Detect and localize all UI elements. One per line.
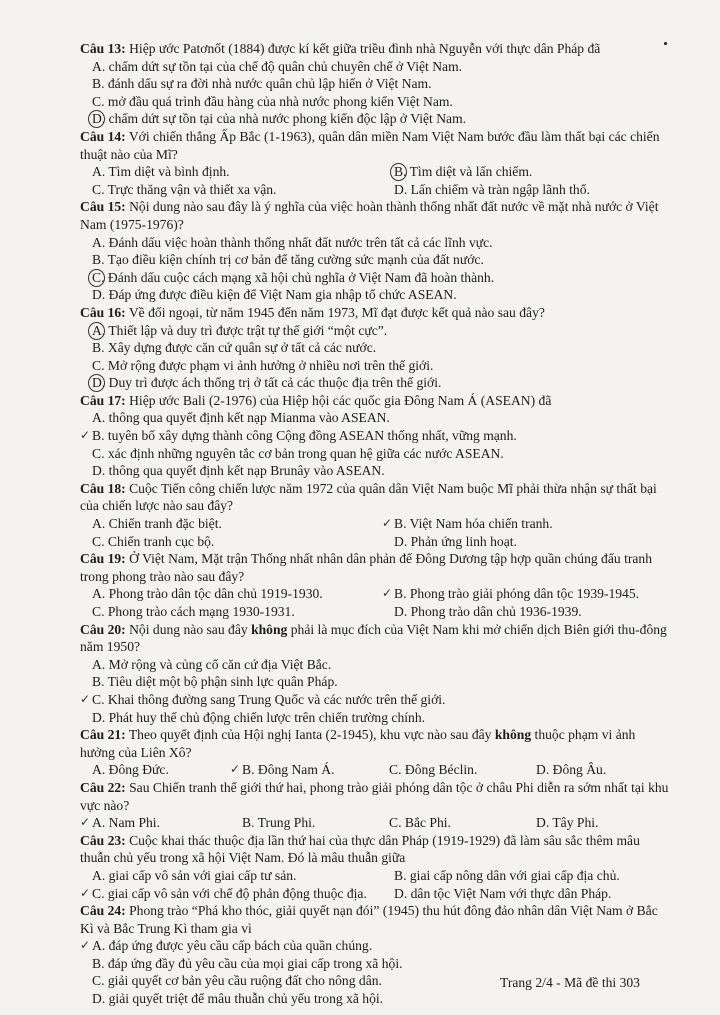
question-block [80,198,670,304]
question-number: Câu 18: [80,480,126,496]
answer-option [80,814,230,832]
question-stem [80,779,670,814]
options-row [80,533,670,551]
option-letter: C. [92,533,105,549]
question-number: Câu 21: [80,727,126,743]
option-text: Phản ứng linh hoạt. [410,533,517,549]
options-grid [80,814,670,832]
option-letter: D. [394,533,408,549]
question-number: Câu 16: [80,304,126,320]
answer-option [80,603,382,621]
question-number: Câu 13: [80,41,126,56]
option-letter: C. [92,445,105,461]
question-block [80,480,670,550]
option-text: Mở rộng và củng cố căn cứ địa Việt Bắc. [108,656,332,672]
page-footer: Trang 2/4 - Mã đề thi 303 [500,975,640,990]
option-text: Đánh dấu việc hoàn thành thống nhất đất nước trên tất cả các lĩnh vực. [108,234,493,250]
option-text: Phong trào dân tộc dân chủ 1919-1930. [108,586,323,602]
option-text: Thiết lập và duy trì được trật tự thế giới “một cực”. [108,322,388,338]
answer-option [80,234,670,252]
question-number: Câu 20: [80,621,126,637]
question-text: Sau Chiến tranh thế giới thứ hai, phong trào giải phóng dân tộc ở châu Phi diễn ra sớm nhất tại khu vực nào? [80,779,669,813]
question-stem [80,550,670,585]
answer-option [80,990,670,1008]
option-letter: ✓ B. [242,762,254,777]
question-block [80,779,670,832]
option-letter: B. [92,252,105,268]
option-text: mở đầu quá trình đầu hàng của nhà nước phong kiến Việt Nam. [107,93,453,109]
question-text: Với chiến thắng Ấp Bắc (1-1963), quân dân miền Nam Việt Nam bước đầu làm thất bại các chiến thuật nào của Mĩ? [80,128,660,162]
option-letter: D. [92,463,106,479]
options-row [80,885,670,903]
answer-option [382,885,674,903]
answer-option [382,867,674,885]
answer-option [80,357,670,375]
option-text: đáp ứng đầy đủ yêu cầu của mọi giai cấp trong xã hội. [107,955,403,971]
question-stem [80,621,670,656]
option-text: Đông Đức. [108,762,169,778]
answer-option [80,322,670,340]
option-text: đáp ứng được yêu cầu cấp bách của quần chúng. [108,938,373,954]
option-text: Xây dựng được căn cứ quân sự ở tất cả các nước. [107,340,377,356]
option-text: giải quyết triệt để mâu thuẫn chủ yếu trong xã hội. [108,991,384,1007]
options-grid [80,515,670,550]
option-letter: D. [394,885,408,901]
answer-option [80,181,382,199]
option-letter: A. [92,762,106,778]
option-letter: A. [92,586,106,602]
option-text: Khai thông đường sang Trung Quốc và các nước trên thế giới. [107,691,446,707]
option-text: giai cấp vô sản với chế độ phản động thuộc địa. [107,885,367,901]
option-text: xác định những nguyên tắc cơ bản trong quan hệ giữa các nước ASEAN. [107,445,504,461]
option-letter: A. [92,410,106,426]
option-text: dân tộc Việt Nam với thực dân Pháp. [410,885,612,901]
answer-option [80,93,670,111]
answer-option [377,761,524,779]
answer-option [80,937,670,955]
question-block [80,304,670,392]
options-grid [80,761,670,779]
question-block [80,550,670,620]
answer-option [80,709,670,727]
question-text: Nội dung nào sau đây không phải là mục đích của Việt Nam khi mở chiến dịch Biên giới thu-đông năm 1950? [80,621,667,655]
option-letter: ✓ C. [92,692,104,707]
question-block [80,40,670,128]
question-stem [80,198,670,233]
answer-option [524,761,671,779]
question-number: Câu 22: [80,779,126,795]
question-block [80,128,670,198]
option-letter: A. [92,164,106,180]
answer-option [80,286,670,304]
question-number: Câu 24: [80,903,126,919]
option-letter: C. [92,973,105,989]
answer-option [80,761,230,779]
answer-option [382,163,674,181]
option-letter: D. [92,709,106,725]
option-letter: ✓ C. [92,886,104,901]
question-number: Câu 17: [80,392,126,408]
question-stem [80,480,670,515]
options-grid [80,585,670,620]
option-letter: C. [389,762,402,778]
option-letter: B. [394,867,407,883]
options-row [80,814,670,832]
option-text: Đánh dấu cuộc cách mạng xã hội chủ nghĩa ở Việt Nam đã hoàn thành. [107,269,495,285]
option-letter: D. [92,111,106,127]
option-text: Đông Béclin. [404,762,478,778]
option-letter: ✓ A. [92,815,105,830]
answer-option [80,339,670,357]
options-row [80,181,670,199]
option-letter: B. [242,815,255,831]
answer-option [80,955,670,973]
option-letter: A. [92,867,106,883]
answer-option [382,533,674,551]
answer-option [80,58,670,76]
option-letter: C. [92,604,105,619]
question-stem [80,40,670,58]
question-stem [80,902,670,937]
answer-option [80,75,670,93]
option-text: Phong trào cách mạng 1930-1931. [107,604,295,619]
question-block [80,392,670,480]
option-letter: D. [92,991,106,1007]
question-text: Về đối ngoại, từ năm 1945 đến năm 1973, Mĩ đạt được kết quả nào sau đây? [128,304,545,320]
question-block [80,832,670,902]
answer-option [80,445,670,463]
question-stem [80,304,670,322]
options-grid [80,867,670,902]
answer-option [230,814,377,832]
answer-option [524,814,671,832]
option-letter: C. [92,181,105,197]
option-letter: B. [92,76,105,92]
answer-option [377,814,524,832]
question-number: Câu 15: [80,199,126,215]
options-row [80,867,670,885]
option-text: Đáp ứng được điều kiện để Việt Nam gia nhập tổ chức ASEAN. [108,287,457,303]
option-letter: D. [92,287,106,303]
question-text: Cuộc khai thác thuộc địa lần thứ hai của thực dân Pháp (1919-1929) đã làm sâu sắc thêm mâu thuẫn chủ yếu trong xã hội Việt Nam. Đó là mâu thuẫn giữa [80,832,640,866]
option-text: thông qua quyết định kết nạp Brunây vào ASEAN. [108,463,385,479]
question-block [80,902,670,1008]
answer-option [80,374,670,392]
question-number: Câu 14: [80,128,126,144]
answer-option [80,673,670,691]
options-row [80,585,670,603]
question-stem [80,392,670,410]
option-letter: A. [92,58,106,74]
option-letter: D. [536,762,550,778]
question-stem [80,832,670,867]
option-letter: B. [394,164,407,180]
option-text: đánh dấu sự ra đời nhà nước quân chủ lập hiến ở Việt Nam. [107,76,432,92]
answer-option [382,181,674,199]
answer-option [80,462,670,480]
option-text: Phong trào dân chủ 1936-1939. [410,604,582,619]
option-text: Tìm diệt và bình định. [108,164,230,180]
question-number: Câu 19: [80,551,126,567]
option-letter: C. [92,357,105,373]
question-stem [80,128,670,163]
option-text: Trực thăng vận và thiết xa vận. [107,181,277,197]
option-text: Chiến tranh đặc biệt. [108,516,222,532]
option-letter: D. [394,181,408,197]
question-text: Ở Việt Nam, Mặt trận Thống nhất nhân dân phản đế Đông Dương tập hợp quần chúng đấu tranh trong phong trào nào sau đây? [80,551,653,584]
question-text: Phong trào “Phá kho thóc, giải quyết nạn đói” (1945) thu hút đông đảo nhân dân Việt Nam ở Bắc Kì và Bắc Trung Kì tham gia vì [80,903,658,936]
answer-option [80,251,670,269]
option-text: Phong trào giải phóng dân tộc 1939-1945. [409,586,640,602]
option-text: chấm dứt sự tồn tại của chế độ quân chủ chuyên chế ở Việt Nam. [108,58,463,74]
answer-option [80,409,670,427]
question-text: Cuộc Tiến công chiến lược năm 1972 của quân dân Việt Nam buộc Mĩ phải thừa nhận sự thất bại của chiến lược nào sau đây? [80,480,657,514]
option-text: Lấn chiếm và tràn ngập lãnh thổ. [410,181,590,197]
question-number: Câu 23: [80,832,126,848]
option-text: chấm dứt sự tồn tại của nhà nước phong kiến độc lập ở Việt Nam. [108,111,467,127]
option-text: Trung Phi. [257,815,316,831]
option-text: Đông Nam Á. [257,762,335,778]
answer-option [80,867,382,885]
option-letter: A. [92,656,106,672]
answer-option [230,761,377,779]
answer-option [382,585,674,603]
option-letter: ✓ A. [92,938,105,953]
option-letter: B. [92,674,105,690]
answer-option [80,585,382,603]
option-text: giai cấp nông dân với giai cấp địa chủ. [409,867,620,883]
options-grid [80,163,670,198]
option-text: Tây Phi. [552,815,599,831]
option-letter: D. [536,815,550,831]
option-letter: B. [92,340,105,356]
option-letter: A. [92,516,106,532]
answer-option [80,691,670,709]
option-letter: ✓ B. [92,428,104,443]
answer-option [80,163,382,181]
option-letter: C. [92,93,105,109]
questions-container [80,40,670,1008]
answer-option [382,603,674,621]
question-stem [80,726,670,761]
option-letter: ✓ B. [394,586,406,601]
option-text: Nam Phi. [108,815,160,831]
option-letter: B. [92,955,105,971]
option-text: Tìm diệt và lấn chiếm. [409,164,533,180]
answer-option [80,885,382,903]
option-letter: D. [394,604,408,619]
answer-option [80,656,670,674]
option-text: thông qua quyết định kết nạp Mianma vào ASEAN. [108,410,390,426]
options-row [80,163,670,181]
question-text: Theo quyết định của Hội nghị Ianta (2-1945), khu vực nào sau đây không thuộc phạm vi ảnh hưởng của Liên Xô? [80,727,636,760]
option-text: Bắc Phi. [404,815,451,831]
option-letter: C. [92,269,105,285]
option-letter: ✓ B. [394,516,406,531]
option-text: Chiến tranh cục bộ. [107,533,215,549]
answer-option [80,427,670,445]
option-text: Đông Âu. [552,762,607,778]
question-text: Hiệp ước Patơnốt (1884) được kí kết giữa triều đình nhà Nguyễn với thực dân Pháp đã [129,41,601,56]
question-text: Nội dung nào sau đây là ý nghĩa của việc hoàn thành thống nhất đất nước về mặt nhà nước ở Việt Nam (1975-1976)? [80,199,659,232]
answer-option [80,269,670,287]
option-text: Phát huy thế chủ động chiến lược trên chiến trường chính. [108,709,426,725]
option-text: Tạo điều kiện chính trị cơ bản để tăng cường sức mạnh của đất nước. [107,252,484,268]
question-text: Hiệp ước Bali (2-1976) của Hiệp hội các quốc gia Đông Nam Á (ASEAN) đã [129,392,552,408]
answer-option [80,110,670,128]
option-text: Duy trì được ách thống trị ở tất cả các thuộc địa trên thế giới. [108,375,442,391]
question-block [80,621,670,727]
option-text: giải quyết cơ bản yêu cầu ruộng đất cho nông dân. [107,973,382,989]
options-row [80,603,670,621]
options-row [80,515,670,533]
option-text: Mở rộng được phạm vi ảnh hưởng ở nhiều nơi trên thế giới. [107,357,434,373]
option-letter: A. [92,322,106,338]
answer-option [80,533,382,551]
option-text: giai cấp vô sản với giai cấp tư sản. [108,867,297,883]
answer-option [382,515,674,533]
option-letter: C. [389,815,402,831]
option-text: Việt Nam hóa chiến tranh. [409,516,553,532]
options-row [80,761,670,779]
option-letter: D. [92,375,106,391]
answer-option [80,515,382,533]
option-letter: A. [92,234,106,250]
question-block [80,726,670,779]
option-text: Tiêu diệt một bộ phận sinh lực quân Pháp. [107,674,338,690]
option-text: tuyên bố xây dựng thành công Cộng đồng ASEAN thống nhất, vững mạnh. [107,428,517,444]
